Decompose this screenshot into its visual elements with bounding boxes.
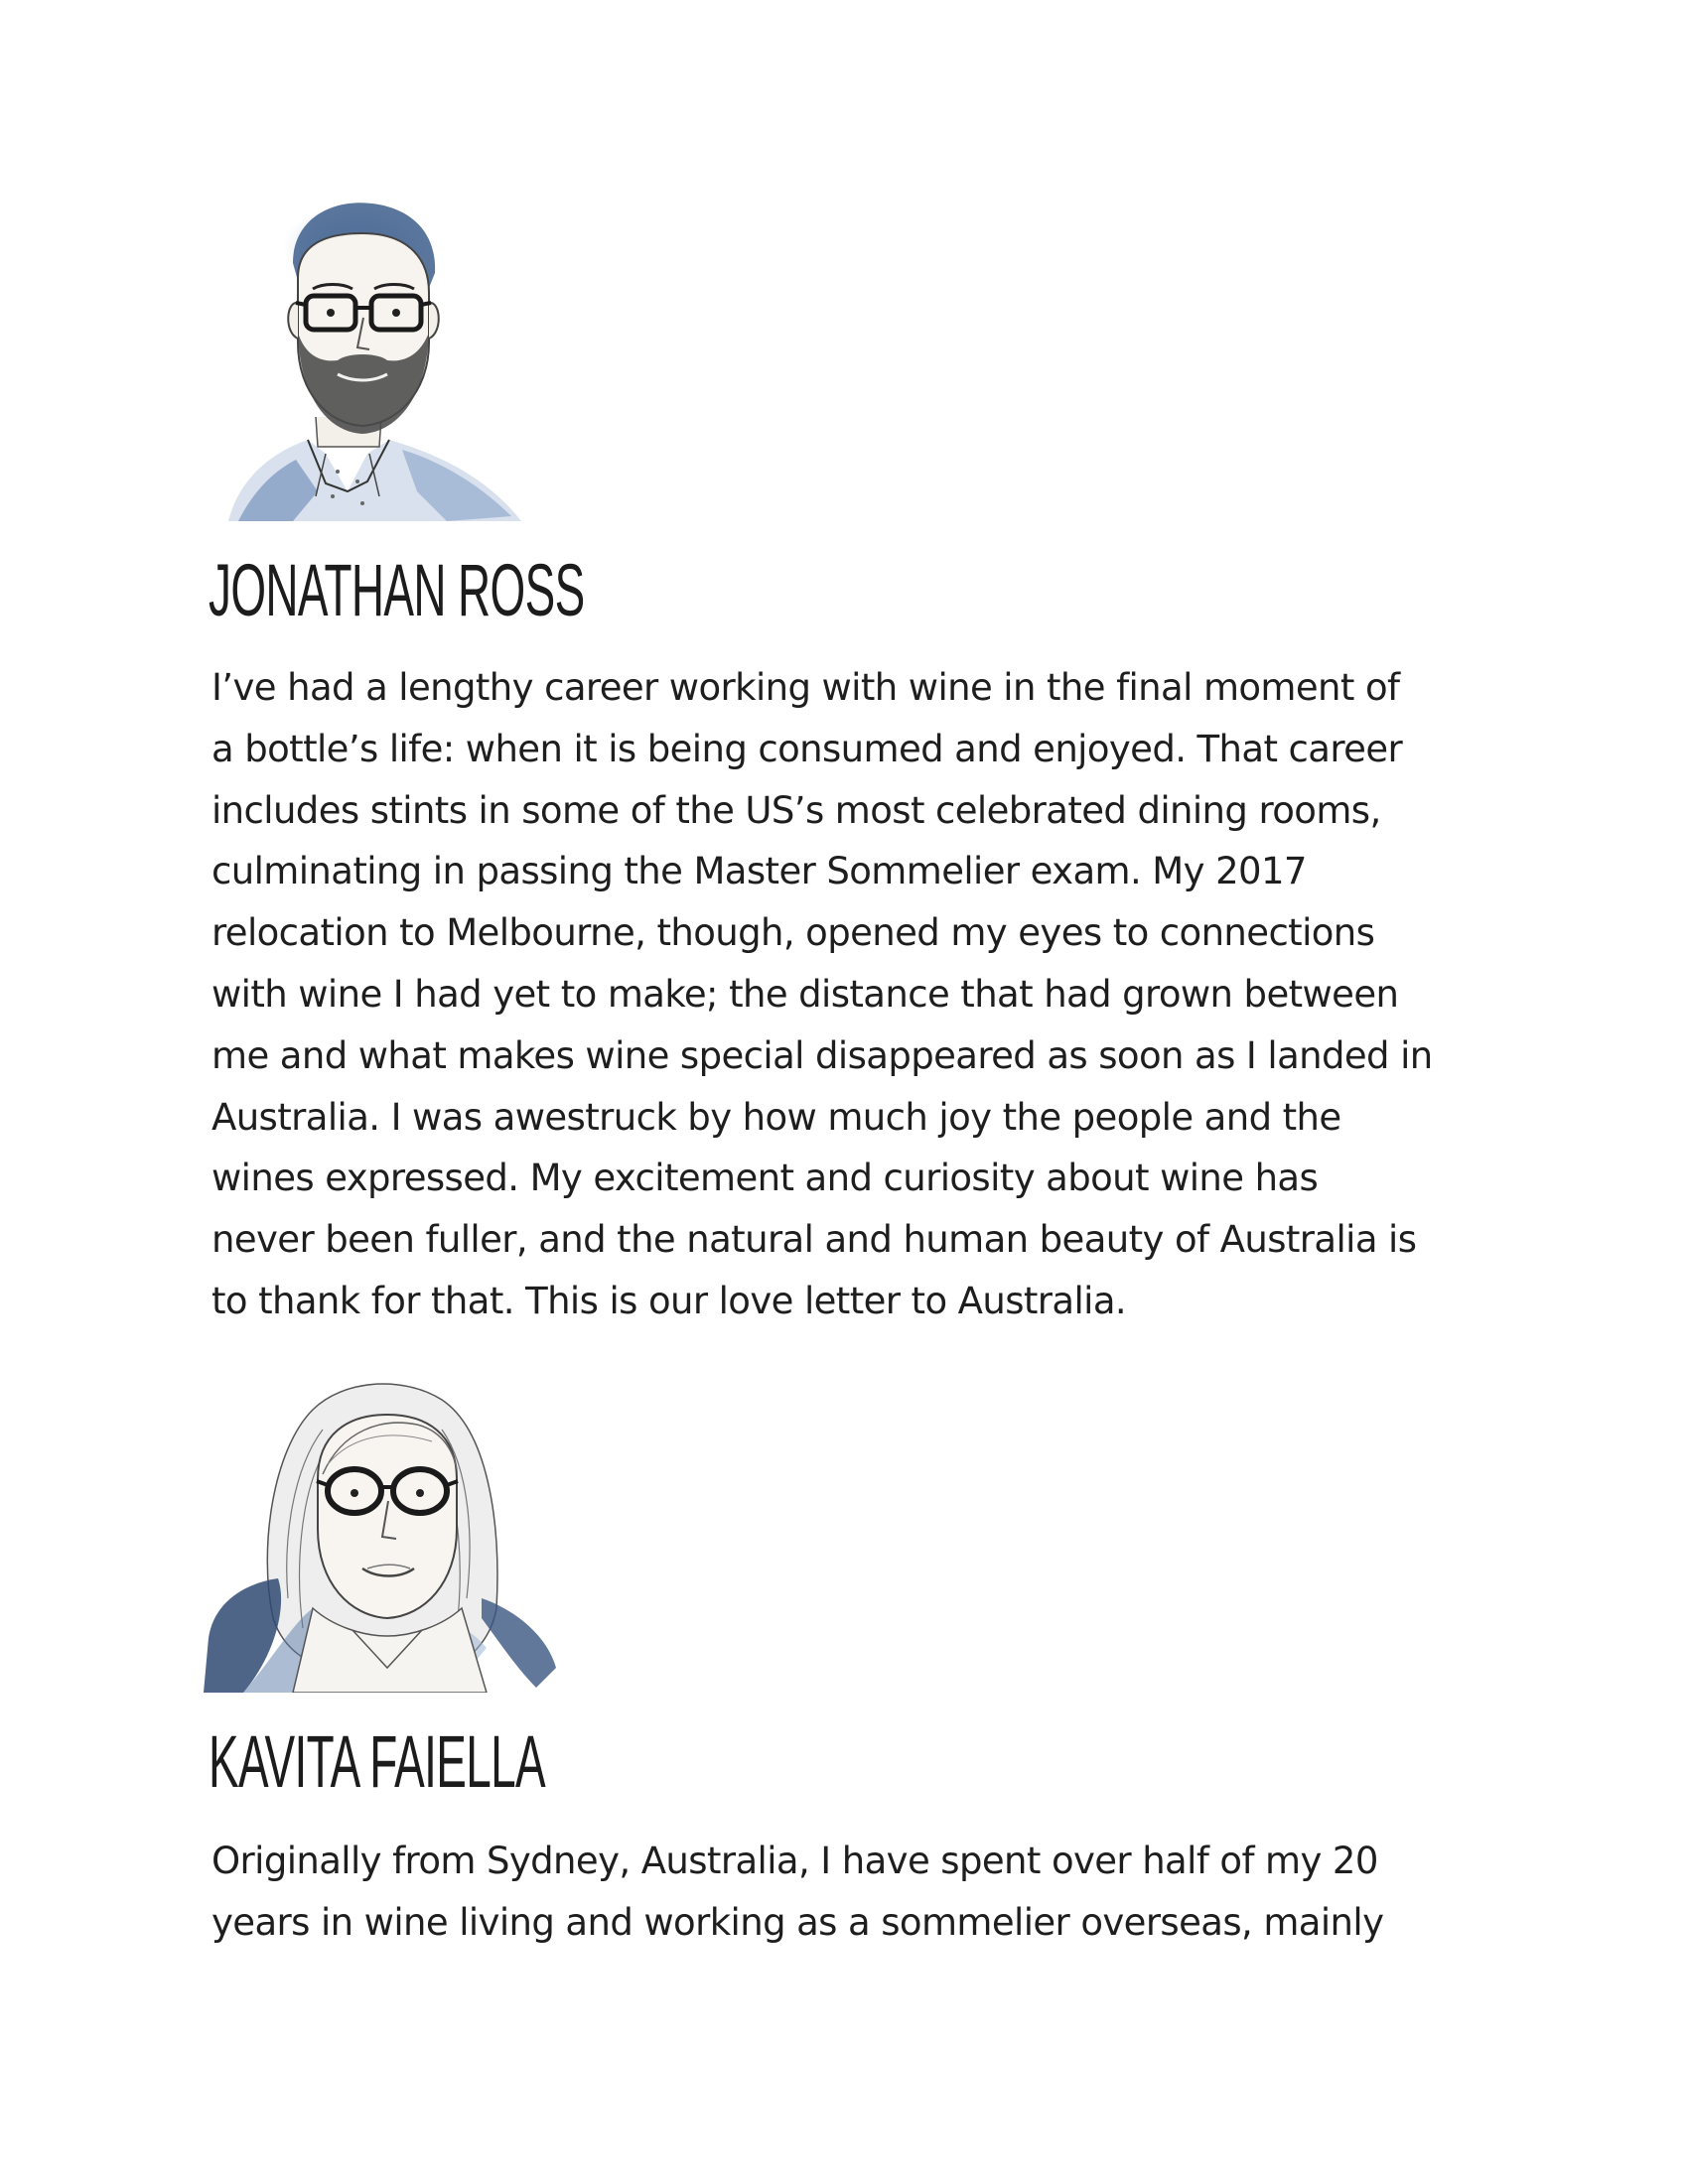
bio-line: wines expressed. My excitement and curiosity about wine has — [211, 1157, 1319, 1200]
bio-line: includes stints in some of the US’s most celebrated dining rooms, — [211, 788, 1381, 832]
author-bio — [211, 657, 1492, 1332]
kavita-faiella-portrait-illustration — [204, 1370, 571, 1693]
bio-line: me and what makes wine special disappeared as soon as I landed in — [211, 1033, 1433, 1077]
bio-line: with wine I had yet to make; the distance that had grown between — [211, 972, 1399, 1016]
bio-line: never been fuller, and the natural and human beauty of Australia is — [211, 1218, 1417, 1262]
bio-line: Australia. I was awestruck by how much joy the people and the — [211, 1095, 1341, 1139]
author-name: JONATHAN ROSS — [209, 549, 585, 631]
bio-line: Originally from Sydney, Australia, I have spent over half of my 20 — [211, 1840, 1378, 1882]
author-bio — [211, 1831, 1492, 1954]
bio-line: years in wine living and working as a sommelier overseas, mainly — [211, 1900, 1384, 1944]
jonathan-ross-portrait-illustration — [199, 194, 541, 526]
bio-line: I’ve had a lengthy career working with wine in the final moment of — [211, 666, 1400, 709]
bio-line: culminating in passing the Master Sommelier exam. My 2017 — [211, 850, 1307, 893]
bio-line: relocation to Melbourne, though, opened my eyes to connections — [211, 911, 1375, 955]
bio-line: to thank for that. This is our love letter to Australia. — [211, 1279, 1127, 1322]
bio-line: a bottle’s life: when it is being consumed and enjoyed. That career — [211, 727, 1403, 770]
author-name: KAVITA FAIELLA — [209, 1720, 545, 1803]
